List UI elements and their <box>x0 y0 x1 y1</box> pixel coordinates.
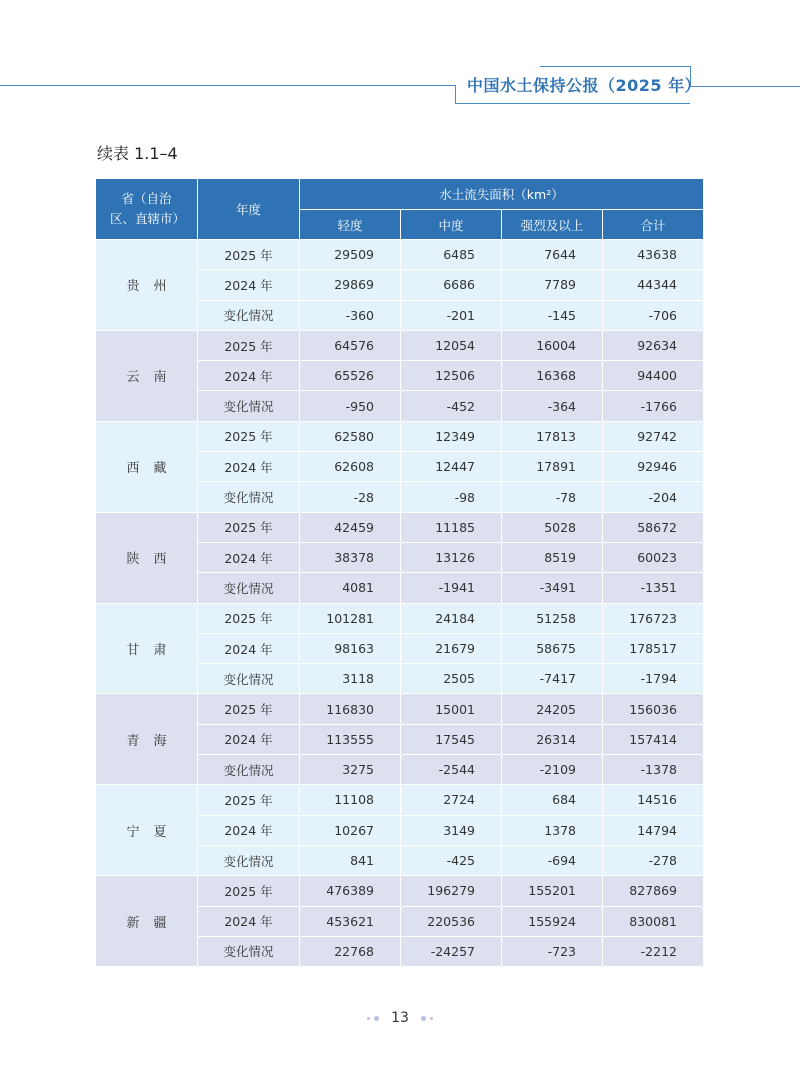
value-cell: 14516 <box>603 785 704 815</box>
province-cell: 西藏 <box>96 421 198 512</box>
value-cell: 2724 <box>401 785 502 815</box>
value-cell: 4081 <box>300 573 401 603</box>
year-cell: 2025 年 <box>198 330 300 360</box>
col-header-erosion-area: 水土流失面积（km²） <box>300 179 704 210</box>
value-cell: -694 <box>502 845 603 875</box>
value-cell: 155201 <box>502 876 603 906</box>
value-cell: -24257 <box>401 936 502 966</box>
year-cell: 2024 年 <box>198 633 300 663</box>
col-header-province: 省（自治区、直辖市） <box>96 179 198 240</box>
value-cell: 220536 <box>401 906 502 936</box>
value-cell: -28 <box>300 482 401 512</box>
province-cell: 云南 <box>96 330 198 421</box>
value-cell: -98 <box>401 482 502 512</box>
value-cell: 98163 <box>300 633 401 663</box>
value-cell: 29509 <box>300 240 401 270</box>
year-cell: 2025 年 <box>198 512 300 542</box>
value-cell: 51258 <box>502 603 603 633</box>
value-cell: 65526 <box>300 361 401 391</box>
table-row <box>96 876 704 906</box>
header-rule-top <box>540 66 690 67</box>
value-cell: -1378 <box>603 755 704 785</box>
value-cell: 58672 <box>603 512 704 542</box>
value-cell: 24205 <box>502 694 603 724</box>
value-cell: -78 <box>502 482 603 512</box>
value-cell: -1941 <box>401 573 502 603</box>
value-cell: 178517 <box>603 633 704 663</box>
value-cell: 176723 <box>603 603 704 633</box>
value-cell: 830081 <box>603 906 704 936</box>
footer-dot-icon <box>421 1016 426 1021</box>
value-cell: 62580 <box>300 421 401 451</box>
year-cell: 变化情况 <box>198 755 300 785</box>
value-cell: 17545 <box>401 724 502 754</box>
value-cell: -425 <box>401 845 502 875</box>
value-cell: 155924 <box>502 906 603 936</box>
value-cell: 24184 <box>401 603 502 633</box>
table-row <box>96 785 704 815</box>
col-header-mild: 轻度 <box>300 210 401 240</box>
value-cell: 29869 <box>300 270 401 300</box>
col-header-year: 年度 <box>198 179 300 240</box>
value-cell: 6485 <box>401 240 502 270</box>
value-cell: -204 <box>603 482 704 512</box>
table-row <box>96 421 704 451</box>
value-cell: -278 <box>603 845 704 875</box>
value-cell: -1794 <box>603 664 704 694</box>
value-cell: 10267 <box>300 815 401 845</box>
province-group <box>96 694 704 785</box>
value-cell: 3118 <box>300 664 401 694</box>
value-cell: -2212 <box>603 936 704 966</box>
value-cell: 5028 <box>502 512 603 542</box>
table-row <box>96 512 704 542</box>
table-header <box>96 179 704 240</box>
province-group <box>96 785 704 876</box>
value-cell: -3491 <box>502 573 603 603</box>
value-cell: 15001 <box>401 694 502 724</box>
header-rule-right <box>690 86 800 87</box>
value-cell: -950 <box>300 391 401 421</box>
value-cell: 6686 <box>401 270 502 300</box>
province-cell: 新疆 <box>96 876 198 967</box>
year-cell: 2025 年 <box>198 694 300 724</box>
year-cell: 2025 年 <box>198 876 300 906</box>
value-cell: 21679 <box>401 633 502 663</box>
province-group <box>96 512 704 603</box>
value-cell: 14794 <box>603 815 704 845</box>
value-cell: 92634 <box>603 330 704 360</box>
table-row <box>96 240 704 270</box>
year-cell: 变化情况 <box>198 664 300 694</box>
value-cell: 42459 <box>300 512 401 542</box>
value-cell: 92946 <box>603 452 704 482</box>
value-cell: 64576 <box>300 330 401 360</box>
value-cell: -1766 <box>603 391 704 421</box>
page-footer <box>0 1010 800 1026</box>
value-cell: 12506 <box>401 361 502 391</box>
year-cell: 2024 年 <box>198 906 300 936</box>
value-cell: 156036 <box>603 694 704 724</box>
year-cell: 变化情况 <box>198 573 300 603</box>
table-row <box>96 603 704 633</box>
value-cell: 12447 <box>401 452 502 482</box>
year-cell: 2025 年 <box>198 785 300 815</box>
footer-dot-icon <box>430 1017 433 1020</box>
table-row <box>96 330 704 360</box>
value-cell: -452 <box>401 391 502 421</box>
value-cell: 157414 <box>603 724 704 754</box>
value-cell: 16004 <box>502 330 603 360</box>
value-cell: 11108 <box>300 785 401 815</box>
value-cell: 101281 <box>300 603 401 633</box>
year-cell: 变化情况 <box>198 300 300 330</box>
value-cell: 44344 <box>603 270 704 300</box>
value-cell: 62608 <box>300 452 401 482</box>
header-rule-bottom <box>455 103 690 104</box>
value-cell: 2505 <box>401 664 502 694</box>
value-cell: 13126 <box>401 542 502 572</box>
province-cell: 宁夏 <box>96 785 198 876</box>
value-cell: -2109 <box>502 755 603 785</box>
year-cell: 变化情况 <box>198 936 300 966</box>
province-cell: 陕西 <box>96 512 198 603</box>
province-cell: 甘肃 <box>96 603 198 694</box>
soil-erosion-table <box>95 178 704 967</box>
value-cell: 1378 <box>502 815 603 845</box>
year-cell: 变化情况 <box>198 845 300 875</box>
value-cell: 43638 <box>603 240 704 270</box>
year-cell: 2024 年 <box>198 270 300 300</box>
value-cell: -360 <box>300 300 401 330</box>
value-cell: 17891 <box>502 452 603 482</box>
footer-dot-icon <box>374 1016 379 1021</box>
value-cell: 3275 <box>300 755 401 785</box>
province-cell: 贵州 <box>96 240 198 331</box>
col-header-total: 合计 <box>603 210 704 240</box>
province-cell: 青海 <box>96 694 198 785</box>
province-group <box>96 421 704 512</box>
value-cell: 3149 <box>401 815 502 845</box>
value-cell: 7789 <box>502 270 603 300</box>
value-cell: -723 <box>502 936 603 966</box>
year-cell: 2024 年 <box>198 542 300 572</box>
table-caption: 续表 1.1–4 <box>97 144 178 163</box>
value-cell: -201 <box>401 300 502 330</box>
value-cell: 7644 <box>502 240 603 270</box>
year-cell: 2024 年 <box>198 724 300 754</box>
year-cell: 2025 年 <box>198 421 300 451</box>
value-cell: -706 <box>603 300 704 330</box>
value-cell: 12054 <box>401 330 502 360</box>
province-group <box>96 240 704 331</box>
value-cell: 116830 <box>300 694 401 724</box>
year-cell: 2025 年 <box>198 603 300 633</box>
value-cell: 476389 <box>300 876 401 906</box>
value-cell: -2544 <box>401 755 502 785</box>
table-row <box>96 694 704 724</box>
running-header-title: 中国水土保持公报（2025 年） <box>467 76 702 95</box>
value-cell: 841 <box>300 845 401 875</box>
value-cell: 58675 <box>502 633 603 663</box>
header-rule-step <box>455 85 456 103</box>
value-cell: 38378 <box>300 542 401 572</box>
page-number: 13 <box>391 1010 409 1026</box>
value-cell: 22768 <box>300 936 401 966</box>
value-cell: 453621 <box>300 906 401 936</box>
value-cell: 94400 <box>603 361 704 391</box>
value-cell: 26314 <box>502 724 603 754</box>
year-cell: 变化情况 <box>198 391 300 421</box>
year-cell: 变化情况 <box>198 482 300 512</box>
value-cell: -1351 <box>603 573 704 603</box>
value-cell: 8519 <box>502 542 603 572</box>
value-cell: 11185 <box>401 512 502 542</box>
year-cell: 2025 年 <box>198 240 300 270</box>
value-cell: 12349 <box>401 421 502 451</box>
col-header-moderate: 中度 <box>401 210 502 240</box>
year-cell: 2024 年 <box>198 452 300 482</box>
value-cell: 113555 <box>300 724 401 754</box>
year-cell: 2024 年 <box>198 815 300 845</box>
value-cell: -7417 <box>502 664 603 694</box>
value-cell: 196279 <box>401 876 502 906</box>
province-group <box>96 876 704 967</box>
value-cell: 17813 <box>502 421 603 451</box>
province-group <box>96 603 704 694</box>
footer-dot-icon <box>367 1017 370 1020</box>
value-cell: 60023 <box>603 542 704 572</box>
value-cell: 827869 <box>603 876 704 906</box>
province-group <box>96 330 704 421</box>
header-rule-left <box>0 85 455 86</box>
year-cell: 2024 年 <box>198 361 300 391</box>
value-cell: 92742 <box>603 421 704 451</box>
value-cell: -145 <box>502 300 603 330</box>
value-cell: -364 <box>502 391 603 421</box>
value-cell: 684 <box>502 785 603 815</box>
col-header-severe: 强烈及以上 <box>502 210 603 240</box>
value-cell: 16368 <box>502 361 603 391</box>
